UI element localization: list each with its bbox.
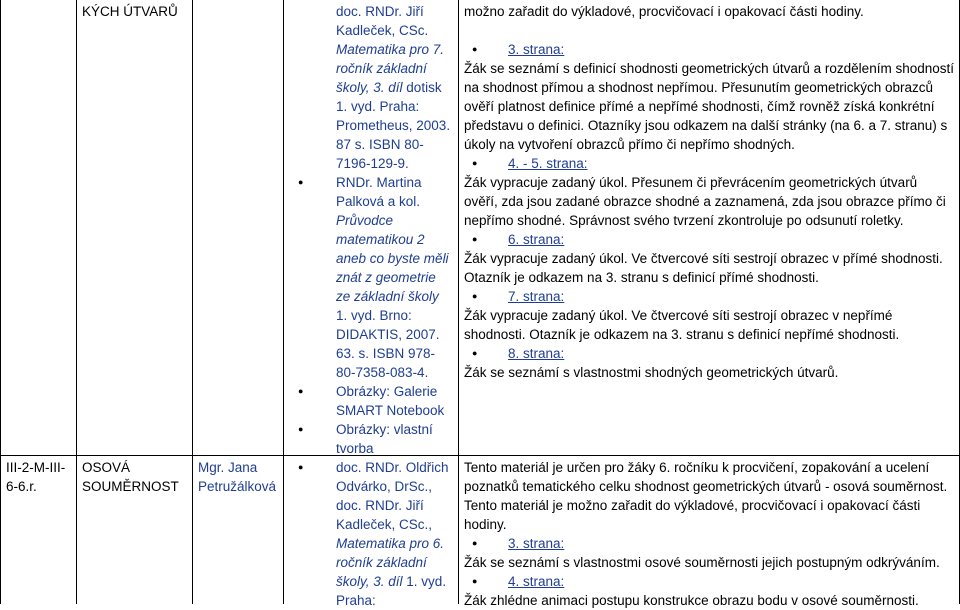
column-divider: [458, 0, 459, 604]
row2-code: III-2-M-III-6-6.r.: [6, 460, 66, 494]
source-publication: dotisk 1. vyd. Praha: Prometheus, 2003. 87 s. ISBN 80-7196-129-9.: [336, 80, 451, 171]
row2-sources: [336, 458, 452, 610]
description-text: Tento materiál je určen pro žáky 6. ročníku k procvičení, zopakování a ucelení poznatků tematického celku shodnost geometrických útvarů - osová souměrnost. Tento materiál je možno zařadit do výkladové, procvičovací i opakovací části hodiny.: [464, 460, 948, 532]
step-label: ● 8. strana:: [464, 344, 954, 363]
step-text: Žák zhlédne animaci postupu konstrukce obrazu bodu v osové souměrnosti.: [464, 593, 919, 608]
source-title: Matematika pro 7. ročník základní školy, 3. díl: [336, 42, 445, 95]
step-label: ● 3. strana:: [464, 534, 954, 553]
step-label: ● 4. strana:: [464, 572, 954, 591]
row2-description: [464, 458, 954, 610]
source-item: [336, 458, 452, 610]
step-text: Žák se seznámí s vlastnostmi shodných geometrických útvarů.: [464, 365, 839, 380]
row2-name: OSOVÁ SOUMĚRNOST: [82, 460, 179, 494]
step-text: Žák vypracuje zadaný úkol. Ve čtvercové síti sestrojí obrazec v přímé shodnosti. Otazník je odkazem na 3. stranu s definicí přímé shodnosti.: [464, 251, 943, 285]
source-images: Obrázky: Galerie SMART Notebook: [336, 384, 445, 418]
row1-sources: [336, 2, 452, 458]
step-label: ● 3. strana:: [464, 40, 954, 59]
step-text: Žák vypracuje zadaný úkol. Přesunem či převrácením geometrických útvarů ověří, zda jsou zadané obrazce shodné a zaznamená, zda jsou obrazce přímo či nepřímo shodné. Správnost svého tvrzení zkontroluje po odsunutí roletky.: [464, 175, 946, 228]
column-divider: [76, 0, 77, 604]
source-publication: 1. vyd. Praha:: [336, 574, 447, 608]
row2-author: Mgr. Jana Petružálková: [198, 460, 277, 494]
column-divider: [283, 0, 284, 604]
row1-name: KÝCH ÚTVARŮ: [82, 4, 178, 19]
source-title: Matematika pro 6. ročník základní školy, 3. díl: [336, 536, 445, 589]
source-author: doc. RNDr. Oldřich Odvárko, DrSc., doc. RNDr. Jiří Kadleček, CSc.,: [336, 460, 449, 532]
row-divider: [0, 455, 960, 456]
step-label: ● 4. - 5. strana:: [464, 154, 954, 173]
step-text: Žák se seznámí s vlastnostmi osové souměrnosti jejich postupným odkrýváním.: [464, 555, 940, 570]
source-images: Obrázky: vlastní tvorba: [336, 422, 433, 456]
source-author: RNDr. Martina Palková a kol.: [336, 175, 422, 209]
table-border-left: [0, 0, 1, 604]
row1-description: [464, 2, 954, 382]
source-item: [336, 382, 452, 420]
step-label: ● 7. strana:: [464, 287, 954, 306]
step-text: Žák se seznámí s definicí shodnosti geometrických útvarů a rozdělením shodností na shodnost přímou a shodnost nepřímou. Přesunutím geometrických obrazců ověří platnost definice přímé a nepřímé shodnosti, čímž rovněž získá konkrétní představu o definici. Otazníky jsou odkazem na další stránky (na 6. a 7. stranu) s úkoly na vytvoření obrazců přímo či nepřímo shodných.: [464, 61, 954, 152]
source-item: [336, 420, 452, 458]
source-title: Průvodce matematikou 2 aneb co byste měli znát z geometrie ze základní školy: [336, 213, 449, 304]
source-item: [336, 2, 452, 173]
step-text: Žák vypracuje zadaný úkol. Ve čtvercové síti sestrojí obrazec v nepřímé shodnosti. Otazník je odkazem na 3. stranu s definicí nepřímé shodnosti.: [464, 308, 900, 342]
source-author: doc. RNDr. Jiří Kadleček, CSc.: [336, 4, 429, 38]
description-text: možno zařadit do výkladové, procvičovací i opakovací části hodiny.: [464, 4, 864, 19]
column-divider: [192, 0, 193, 604]
source-publication: 1. vyd. Brno: DIDAKTIS, 2007. 63. s. ISBN 978-80-7358-083-4.: [336, 308, 440, 380]
step-label: ● 6. strana:: [464, 230, 954, 249]
source-item: [336, 173, 452, 382]
